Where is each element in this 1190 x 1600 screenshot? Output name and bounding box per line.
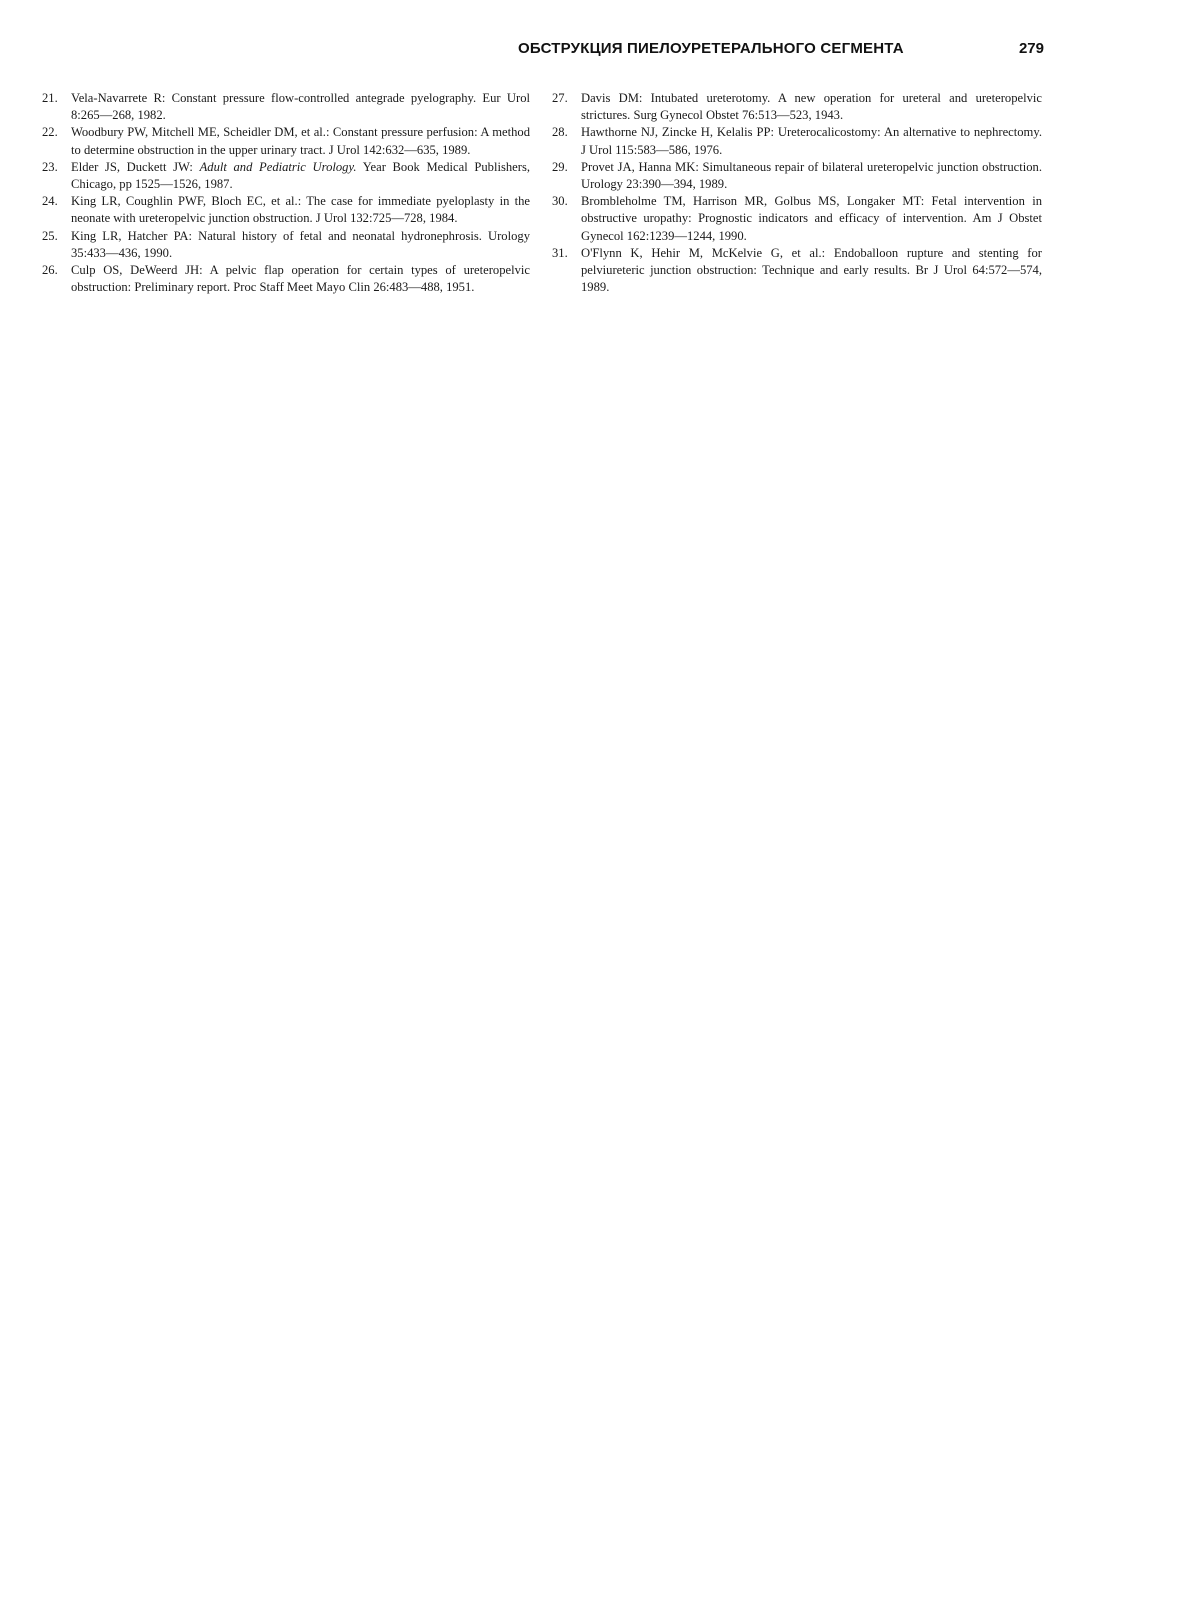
reference-text: Vela-Navarrete R: Constant pressure flow-controlled antegrade pyelography. Eur Urol 8:265—268, 1982.	[71, 91, 530, 123]
reference-publisher: Year Book Medical Publishers, Chicago, pp 1525—1526, 1987.	[71, 159, 530, 192]
reference-text: Brombleholme TM, Harrison MR, Golbus MS, Longaker MT: Fetal intervention in obstructive uropathy: Prognostic indicators and efficacy of intervention. Am J Obstet Gynecol 162:1239—1244, 1990.	[581, 194, 1042, 243]
running-title: ОБСТРУКЦИЯ ПИЕЛОУРЕТЕРАЛЬНОГО СЕГМЕНТА	[518, 40, 904, 57]
reference-number: 22.	[42, 125, 58, 140]
reference-number: 26.	[42, 263, 58, 278]
reference-book-title: Adult and Pediatric Urology.	[199, 159, 357, 174]
reference-text: Woodbury PW, Mitchell ME, Scheidler DM, et al.: Constant pressure perfusion: A method to determine obstruction in the upper urinary tract. J Urol 142:632—635, 1989.	[71, 125, 530, 157]
reference-item	[42, 193, 530, 227]
reference-number: 24.	[42, 194, 58, 209]
reference-item	[42, 262, 530, 296]
reference-item	[42, 159, 530, 193]
references-column-left	[42, 90, 530, 296]
page-number: 279	[1018, 40, 1044, 57]
reference-item	[42, 90, 530, 124]
reference-authors: Elder JS, Duckett JW:	[71, 159, 200, 174]
reference-number: 31.	[552, 245, 568, 260]
reference-number: 25.	[42, 228, 58, 243]
references-column-right	[552, 90, 1042, 296]
reference-text	[71, 159, 530, 193]
reference-text: King LR, Hatcher PA: Natural history of fetal and neonatal hydronephrosis. Urology 35:433—436, 1990.	[71, 228, 530, 260]
reference-number: 30.	[552, 194, 568, 209]
reference-text: Culp OS, DeWeerd JH: A pelvic flap operation for certain types of ureteropelvic obstruction: Preliminary report. Proc Staff Meet Mayo Clin 26:483—488, 1951.	[71, 263, 530, 295]
reference-text: Davis DM: Intubated ureterotomy. A new operation for ureteral and ureteropelvic strictures. Surg Gynecol Obstet 76:513—523, 1943.	[581, 91, 1042, 123]
reference-number: 28.	[552, 125, 568, 140]
reference-item	[552, 245, 1042, 297]
reference-text: O'Flynn K, Hehir M, McKelvie G, et al.: Endoballoon rupture and stenting for pelviureteric junction obstruction: Technique and early results. Br J Urol 64:572—574, 1989.	[581, 245, 1042, 295]
reference-number: 27.	[552, 91, 568, 105]
reference-item	[42, 228, 530, 262]
running-head	[518, 40, 1044, 64]
reference-text: Hawthorne NJ, Zincke H, Kelalis PP: Ureterocalicostomy: An alternative to nephrectomy. J Urol 115:583—586, 1976.	[581, 125, 1042, 157]
reference-number: 21.	[42, 91, 58, 105]
reference-item	[42, 124, 530, 158]
reference-text: Provet JA, Hanna MK: Simultaneous repair of bilateral ureteropelvic junction obstruction. Urology 23:390—394, 1989.	[581, 159, 1042, 192]
reference-item	[552, 90, 1042, 124]
reference-item	[552, 159, 1042, 193]
reference-text: King LR, Coughlin PWF, Bloch EC, et al.: The case for immediate pyeloplasty in the neonate with ureteropelvic junction obstruction. J Urol 132:725—728, 1984.	[71, 194, 530, 226]
reference-item	[552, 124, 1042, 158]
reference-number: 23.	[42, 159, 58, 174]
reference-item	[552, 193, 1042, 245]
reference-number: 29.	[552, 159, 568, 174]
